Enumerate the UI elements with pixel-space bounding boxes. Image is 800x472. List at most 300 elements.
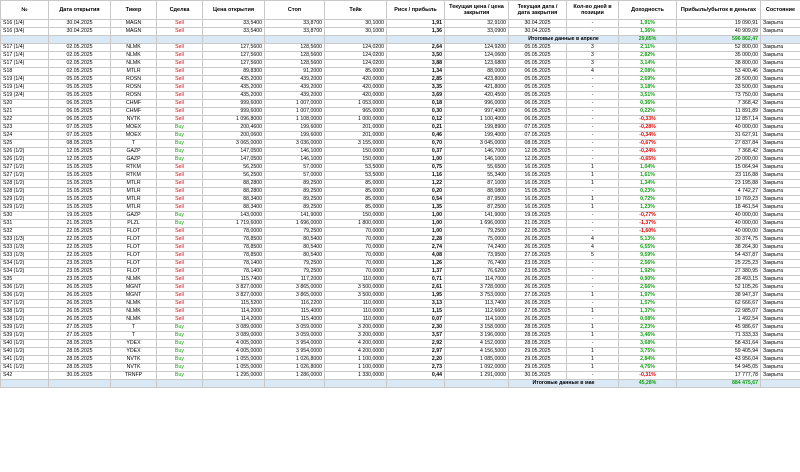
risk-reward[interactable]: 3,13	[387, 300, 445, 308]
trade-number[interactable]: S42	[1, 372, 49, 380]
stop-price[interactable]: 128,5600	[265, 44, 325, 52]
table-row[interactable]	[1, 164, 800, 172]
trade-number[interactable]: S26 (1/2)	[1, 148, 49, 156]
table-row[interactable]	[1, 156, 800, 164]
trade-number[interactable]: S31	[1, 220, 49, 228]
close-price[interactable]: 420,4500	[445, 92, 509, 100]
close-price[interactable]: 4 152,0000	[445, 340, 509, 348]
take-price[interactable]: 110,0000	[325, 300, 387, 308]
summary-row[interactable]	[1, 380, 800, 388]
risk-reward[interactable]: 1,26	[387, 260, 445, 268]
close-date[interactable]: 07.05.2025	[509, 124, 567, 132]
table-row[interactable]	[1, 20, 800, 28]
profit-loss[interactable]: 71 333,33	[677, 332, 761, 340]
take-price[interactable]: 4 200,0000	[325, 340, 387, 348]
take-price[interactable]: 85,0000	[325, 68, 387, 76]
trade-number[interactable]: S28 (1/2)	[1, 180, 49, 188]
stop-price[interactable]: 57,0000	[265, 164, 325, 172]
status[interactable]: Закрыта	[761, 316, 800, 324]
stop-price[interactable]: 146,1000	[265, 148, 325, 156]
close-price[interactable]: 73,9500	[445, 252, 509, 260]
status[interactable]: Закрыта	[761, 348, 800, 356]
yield[interactable]: 5,13%	[619, 236, 677, 244]
status[interactable]: Закрыта	[761, 124, 800, 132]
take-price[interactable]: 4 200,0000	[325, 348, 387, 356]
ticker[interactable]: GAZP	[111, 148, 157, 156]
open-date[interactable]: 02.05.2025	[49, 60, 111, 68]
col-header[interactable]: Стоп	[265, 1, 325, 20]
close-price[interactable]: 88,0000	[445, 68, 509, 76]
days-in-position[interactable]: 4	[567, 68, 619, 76]
close-date[interactable]: 12.05.2025	[509, 148, 567, 156]
open-date[interactable]: 15.05.2025	[49, 180, 111, 188]
col-header[interactable]: Текущая дата / дата закрытия	[509, 1, 567, 20]
open-date[interactable]: 22.05.2025	[49, 252, 111, 260]
close-price[interactable]: 114,7000	[445, 276, 509, 284]
status[interactable]: Закрыта	[761, 196, 800, 204]
table-row[interactable]	[1, 276, 800, 284]
risk-reward[interactable]: 1,15	[387, 308, 445, 316]
table-row[interactable]	[1, 236, 800, 244]
status[interactable]: Закрыта	[761, 172, 800, 180]
deal-type[interactable]: Buy	[157, 356, 203, 364]
close-price[interactable]: 997,4000	[445, 108, 509, 116]
close-price[interactable]: 4 156,5000	[445, 348, 509, 356]
yield[interactable]: 0,22%	[619, 108, 677, 116]
profit-loss[interactable]: 17 777,78	[677, 372, 761, 380]
open-date[interactable]: 12.05.2025	[49, 148, 111, 156]
close-date[interactable]: 21.05.2025	[509, 220, 567, 228]
deal-type[interactable]: Buy	[157, 140, 203, 148]
deal-type[interactable]: Sell	[157, 44, 203, 52]
days-in-position[interactable]: 1	[567, 364, 619, 372]
close-price[interactable]: 1 291,0000	[445, 372, 509, 380]
risk-reward[interactable]: 1,34	[387, 68, 445, 76]
open-price[interactable]: 33,5400	[203, 28, 265, 36]
days-in-position[interactable]: -	[567, 132, 619, 140]
ticker[interactable]: MTLR	[111, 188, 157, 196]
table-row[interactable]	[1, 212, 800, 220]
col-header[interactable]: Тейк	[325, 1, 387, 20]
trade-number[interactable]: S29 (1/2)	[1, 196, 49, 204]
open-date[interactable]: 15.05.2025	[49, 164, 111, 172]
risk-reward[interactable]: 0,54	[387, 196, 445, 204]
deal-type[interactable]: Sell	[157, 268, 203, 276]
status[interactable]: Закрыта	[761, 164, 800, 172]
stop-price[interactable]: 128,5600	[265, 60, 325, 68]
deal-type[interactable]: Sell	[157, 260, 203, 268]
summary-empty-cell[interactable]	[387, 380, 445, 388]
close-date[interactable]: 16.05.2025	[509, 164, 567, 172]
take-price[interactable]: 53,5000	[325, 164, 387, 172]
stop-price[interactable]: 3 036,0000	[265, 140, 325, 148]
take-price[interactable]: 1 053,0000	[325, 100, 387, 108]
ticker[interactable]: YDEX	[111, 348, 157, 356]
ticker[interactable]: MOEX	[111, 132, 157, 140]
profit-loss[interactable]: 28 493,15	[677, 276, 761, 284]
risk-reward[interactable]: 4,08	[387, 252, 445, 260]
ticker[interactable]: MGNT	[111, 284, 157, 292]
profit-loss[interactable]: 38 947,37	[677, 292, 761, 300]
risk-reward[interactable]: 1,22	[387, 180, 445, 188]
open-date[interactable]: 02.05.2025	[49, 52, 111, 60]
status[interactable]: Закрыта	[761, 156, 800, 164]
take-price[interactable]: 124,0200	[325, 52, 387, 60]
close-date[interactable]: 29.05.2025	[509, 364, 567, 372]
table-row[interactable]	[1, 76, 800, 84]
profit-loss[interactable]: 35 000,00	[677, 52, 761, 60]
days-in-position[interactable]: -	[567, 92, 619, 100]
days-in-position[interactable]: -	[567, 188, 619, 196]
profit-loss[interactable]: 52 105,26	[677, 284, 761, 292]
table-row[interactable]	[1, 52, 800, 60]
yield[interactable]: 2,56%	[619, 260, 677, 268]
profit-loss[interactable]: 30 374,75	[677, 236, 761, 244]
table-row[interactable]	[1, 132, 800, 140]
ticker[interactable]: MAGN	[111, 20, 157, 28]
open-date[interactable]: 19.05.2025	[49, 212, 111, 220]
stop-price[interactable]: 80,5400	[265, 236, 325, 244]
stop-price[interactable]: 199,6000	[265, 132, 325, 140]
open-date[interactable]: 05.05.2025	[49, 84, 111, 92]
trade-number[interactable]: S35	[1, 276, 49, 284]
stop-price[interactable]: 1 696,0000	[265, 220, 325, 228]
stop-price[interactable]: 1 108,0000	[265, 116, 325, 124]
profit-loss[interactable]: 10 769,23	[677, 196, 761, 204]
table-row[interactable]	[1, 204, 800, 212]
col-header[interactable]: №	[1, 1, 49, 20]
open-date[interactable]: 06.05.2025	[49, 116, 111, 124]
table-row[interactable]	[1, 324, 800, 332]
open-date[interactable]: 05.05.2025	[49, 76, 111, 84]
risk-reward[interactable]: 1,35	[387, 204, 445, 212]
take-price[interactable]: 30,1000	[325, 20, 387, 28]
yield[interactable]: 2,66%	[619, 284, 677, 292]
status[interactable]: Закрыта	[761, 236, 800, 244]
close-date[interactable]: 16.05.2025	[509, 204, 567, 212]
take-price[interactable]: 3 200,0000	[325, 324, 387, 332]
close-date[interactable]: 05.05.2025	[509, 52, 567, 60]
summary-yield[interactable]: 45,28%	[619, 380, 677, 388]
yield[interactable]: 2,23%	[619, 324, 677, 332]
stop-price[interactable]: 1 007,0000	[265, 100, 325, 108]
close-date[interactable]: 05.05.2025	[509, 92, 567, 100]
open-date[interactable]: 23.05.2025	[49, 268, 111, 276]
open-date[interactable]: 26.05.2025	[49, 300, 111, 308]
close-date[interactable]: 26.05.2025	[509, 300, 567, 308]
yield[interactable]: 3,75%	[619, 348, 677, 356]
yield[interactable]: -0,77%	[619, 212, 677, 220]
close-price[interactable]: 1 085,0000	[445, 356, 509, 364]
table-row[interactable]	[1, 300, 800, 308]
close-price[interactable]: 124,9200	[445, 44, 509, 52]
status[interactable]: Закрыта	[761, 100, 800, 108]
risk-reward[interactable]: 0,46	[387, 132, 445, 140]
close-date[interactable]: 23.05.2025	[509, 260, 567, 268]
deal-type[interactable]: Sell	[157, 228, 203, 236]
deal-type[interactable]: Sell	[157, 180, 203, 188]
table-row[interactable]	[1, 308, 800, 316]
status[interactable]: Закрыта	[761, 292, 800, 300]
table-row[interactable]	[1, 284, 800, 292]
open-price[interactable]: 78,8500	[203, 244, 265, 252]
risk-reward[interactable]: 2,73	[387, 364, 445, 372]
open-date[interactable]: 27.05.2025	[49, 332, 111, 340]
summary-empty-cell[interactable]	[387, 36, 445, 44]
stop-price[interactable]: 439,2000	[265, 76, 325, 84]
close-date[interactable]: 30.05.2025	[509, 372, 567, 380]
stop-price[interactable]: 89,2500	[265, 180, 325, 188]
profit-loss[interactable]: 11 891,89	[677, 108, 761, 116]
profit-loss[interactable]: 43 956,04	[677, 356, 761, 364]
ticker[interactable]: TRNFP	[111, 372, 157, 380]
yield[interactable]: 3,51%	[619, 92, 677, 100]
stop-price[interactable]: 33,8700	[265, 20, 325, 28]
deal-type[interactable]: Sell	[157, 28, 203, 36]
profit-loss[interactable]: 31 627,91	[677, 132, 761, 140]
take-price[interactable]: 53,5000	[325, 172, 387, 180]
profit-loss[interactable]: 22 985,07	[677, 308, 761, 316]
yield[interactable]: 3,68%	[619, 340, 677, 348]
close-price[interactable]: 1 696,0000	[445, 220, 509, 228]
take-price[interactable]: 201,0000	[325, 124, 387, 132]
close-date[interactable]: 26.05.2025	[509, 244, 567, 252]
deal-type[interactable]: Sell	[157, 292, 203, 300]
deal-type[interactable]: Sell	[157, 100, 203, 108]
stop-price[interactable]: 1 286,0000	[265, 372, 325, 380]
yield[interactable]: 0,90%	[619, 276, 677, 284]
col-header[interactable]: Тикер	[111, 1, 157, 20]
deal-type[interactable]: Buy	[157, 220, 203, 228]
days-in-position[interactable]: 1	[567, 180, 619, 188]
ticker[interactable]: NLMK	[111, 316, 157, 324]
profit-loss[interactable]: 28 500,00	[677, 76, 761, 84]
profit-loss[interactable]: 25 225,23	[677, 260, 761, 268]
close-date[interactable]: 06.05.2025	[509, 108, 567, 116]
ticker[interactable]: FLOT	[111, 228, 157, 236]
profit-loss[interactable]: 38 264,30	[677, 244, 761, 252]
deal-type[interactable]: Sell	[157, 76, 203, 84]
yield[interactable]: 3,46%	[619, 332, 677, 340]
close-date[interactable]: 06.05.2025	[509, 100, 567, 108]
close-date[interactable]: 30.04.2025	[509, 28, 567, 36]
table-row[interactable]	[1, 228, 800, 236]
yield[interactable]: 1,34%	[619, 180, 677, 188]
open-date[interactable]: 02.05.2025	[49, 68, 111, 76]
stop-price[interactable]: 146,1000	[265, 156, 325, 164]
table-row[interactable]	[1, 252, 800, 260]
stop-price[interactable]: 33,8700	[265, 28, 325, 36]
ticker[interactable]: NLMK	[111, 276, 157, 284]
ticker[interactable]: GAZP	[111, 156, 157, 164]
risk-reward[interactable]: 0,20	[387, 188, 445, 196]
close-price[interactable]: 3 045,0000	[445, 140, 509, 148]
table-row[interactable]	[1, 28, 800, 36]
close-date[interactable]: 29.05.2025	[509, 348, 567, 356]
status[interactable]: Закрыта	[761, 228, 800, 236]
open-price[interactable]: 78,1400	[203, 260, 265, 268]
deal-type[interactable]: Sell	[157, 60, 203, 68]
trade-number[interactable]: S16 (3/4)	[1, 28, 49, 36]
risk-reward[interactable]: 0,75	[387, 164, 445, 172]
profit-loss[interactable]: 38 800,00	[677, 60, 761, 68]
close-date[interactable]: 05.05.2025	[509, 84, 567, 92]
profit-loss[interactable]: 33 500,00	[677, 84, 761, 92]
ticker[interactable]: YDEX	[111, 340, 157, 348]
close-date[interactable]: 07.05.2025	[509, 132, 567, 140]
summary-label[interactable]: Итоговые данные в апреле	[509, 36, 619, 44]
yield[interactable]: 1,97%	[619, 292, 677, 300]
deal-type[interactable]: Sell	[157, 116, 203, 124]
days-in-position[interactable]: -	[567, 100, 619, 108]
summary-empty-cell[interactable]	[265, 380, 325, 388]
ticker[interactable]: MTLR	[111, 68, 157, 76]
yield[interactable]: 1,57%	[619, 300, 677, 308]
open-price[interactable]: 114,2000	[203, 308, 265, 316]
yield[interactable]: 1,04%	[619, 164, 677, 172]
profit-loss[interactable]: 18 461,54	[677, 204, 761, 212]
trade-number[interactable]: S34 (1/2)	[1, 260, 49, 268]
days-in-position[interactable]: 4	[567, 244, 619, 252]
status[interactable]: Закрыта	[761, 212, 800, 220]
open-price[interactable]: 88,2800	[203, 180, 265, 188]
deal-type[interactable]: Buy	[157, 132, 203, 140]
open-date[interactable]: 30.05.2025	[49, 372, 111, 380]
open-date[interactable]: 27.05.2025	[49, 324, 111, 332]
open-price[interactable]: 3 089,0000	[203, 324, 265, 332]
risk-reward[interactable]: 1,00	[387, 220, 445, 228]
table-row[interactable]	[1, 140, 800, 148]
stop-price[interactable]: 89,2500	[265, 188, 325, 196]
days-in-position[interactable]: 1	[567, 196, 619, 204]
open-price[interactable]: 78,8500	[203, 252, 265, 260]
risk-reward[interactable]: 2,92	[387, 340, 445, 348]
table-row[interactable]	[1, 260, 800, 268]
days-in-position[interactable]: -	[567, 28, 619, 36]
profit-loss[interactable]: 40 000,00	[677, 228, 761, 236]
close-date[interactable]: 05.05.2025	[509, 76, 567, 84]
open-date[interactable]: 07.05.2025	[49, 124, 111, 132]
profit-loss[interactable]: 59 405,94	[677, 348, 761, 356]
trade-number[interactable]: S19 (2/4)	[1, 92, 49, 100]
open-price[interactable]: 88,3400	[203, 196, 265, 204]
yield[interactable]: 2,69%	[619, 76, 677, 84]
risk-reward[interactable]: 0,12	[387, 116, 445, 124]
open-price[interactable]: 435,2000	[203, 84, 265, 92]
ticker[interactable]: NVTK	[111, 116, 157, 124]
status[interactable]: Закрыта	[761, 324, 800, 332]
deal-type[interactable]: Sell	[157, 92, 203, 100]
open-price[interactable]: 1 055,0000	[203, 356, 265, 364]
ticker[interactable]: T	[111, 140, 157, 148]
profit-loss[interactable]: 7 368,42	[677, 100, 761, 108]
take-price[interactable]: 420,0000	[325, 92, 387, 100]
ticker[interactable]: T	[111, 332, 157, 340]
risk-reward[interactable]: 0,70	[387, 140, 445, 148]
close-date[interactable]: 12.05.2025	[509, 156, 567, 164]
take-price[interactable]: 965,0000	[325, 108, 387, 116]
deal-type[interactable]: Buy	[157, 364, 203, 372]
open-date[interactable]: 22.05.2025	[49, 228, 111, 236]
status[interactable]: Закрыта	[761, 140, 800, 148]
close-date[interactable]: 15.05.2025	[509, 188, 567, 196]
deal-type[interactable]: Sell	[157, 164, 203, 172]
profit-loss[interactable]: 27 837,84	[677, 140, 761, 148]
ticker[interactable]: RTKM	[111, 164, 157, 172]
stop-price[interactable]: 79,2500	[265, 228, 325, 236]
profit-loss[interactable]: 40 909,09	[677, 28, 761, 36]
open-price[interactable]: 4 005,0000	[203, 340, 265, 348]
status[interactable]: Закрыта	[761, 356, 800, 364]
days-in-position[interactable]: -	[567, 108, 619, 116]
col-header[interactable]: Состояние	[761, 1, 800, 20]
stop-price[interactable]: 1 026,8000	[265, 364, 325, 372]
close-price[interactable]: 32,9100	[445, 20, 509, 28]
summary-empty-cell[interactable]	[49, 36, 111, 44]
ticker[interactable]: FLOT	[111, 236, 157, 244]
ticker[interactable]: MTLR	[111, 204, 157, 212]
risk-reward[interactable]: 3,35	[387, 84, 445, 92]
yield[interactable]: 1,23%	[619, 204, 677, 212]
deal-type[interactable]: Buy	[157, 332, 203, 340]
table-row[interactable]	[1, 340, 800, 348]
col-header[interactable]: Сделка	[157, 1, 203, 20]
status[interactable]: Закрыта	[761, 364, 800, 372]
trade-number[interactable]: S26 (1/2)	[1, 156, 49, 164]
take-price[interactable]: 70,0000	[325, 260, 387, 268]
deal-type[interactable]: Sell	[157, 300, 203, 308]
close-price[interactable]: 76,7400	[445, 260, 509, 268]
ticker[interactable]: NLMK	[111, 300, 157, 308]
ticker[interactable]: ROSN	[111, 92, 157, 100]
deal-type[interactable]: Sell	[157, 252, 203, 260]
deal-type[interactable]: Sell	[157, 188, 203, 196]
profit-loss[interactable]: 54 437,87	[677, 252, 761, 260]
take-price[interactable]: 3 155,0000	[325, 140, 387, 148]
trade-number[interactable]: S40 (1/2)	[1, 348, 49, 356]
ticker[interactable]: ROSN	[111, 84, 157, 92]
ticker[interactable]: FLOT	[111, 260, 157, 268]
open-date[interactable]: 22.05.2025	[49, 236, 111, 244]
profit-loss[interactable]: 4 742,27	[677, 188, 761, 196]
table-row[interactable]	[1, 316, 800, 324]
status[interactable]: Закрыта	[761, 148, 800, 156]
open-price[interactable]: 999,6000	[203, 108, 265, 116]
days-in-position[interactable]: -	[567, 124, 619, 132]
close-date[interactable]: 16.05.2025	[509, 196, 567, 204]
close-price[interactable]: 87,9500	[445, 196, 509, 204]
close-date[interactable]: 28.05.2025	[509, 340, 567, 348]
ticker[interactable]: MGNT	[111, 292, 157, 300]
profit-loss[interactable]: 7 368,42	[677, 148, 761, 156]
stop-price[interactable]: 57,0000	[265, 172, 325, 180]
yield[interactable]: 3,18%	[619, 84, 677, 92]
close-price[interactable]: 3 728,0000	[445, 284, 509, 292]
profit-loss[interactable]: 20 000,00	[677, 156, 761, 164]
days-in-position[interactable]: -	[567, 260, 619, 268]
take-price[interactable]: 30,1000	[325, 28, 387, 36]
stop-price[interactable]: 3 954,0000	[265, 340, 325, 348]
stop-price[interactable]: 117,2000	[265, 276, 325, 284]
close-price[interactable]: 146,1000	[445, 156, 509, 164]
profit-loss[interactable]: 19 090,91	[677, 20, 761, 28]
open-date[interactable]: 15.05.2025	[49, 188, 111, 196]
yield[interactable]: 1,92%	[619, 268, 677, 276]
open-date[interactable]: 28.05.2025	[49, 348, 111, 356]
close-date[interactable]: 05.05.2025	[509, 44, 567, 52]
close-price[interactable]: 3 196,0000	[445, 332, 509, 340]
trade-number[interactable]: S30	[1, 212, 49, 220]
